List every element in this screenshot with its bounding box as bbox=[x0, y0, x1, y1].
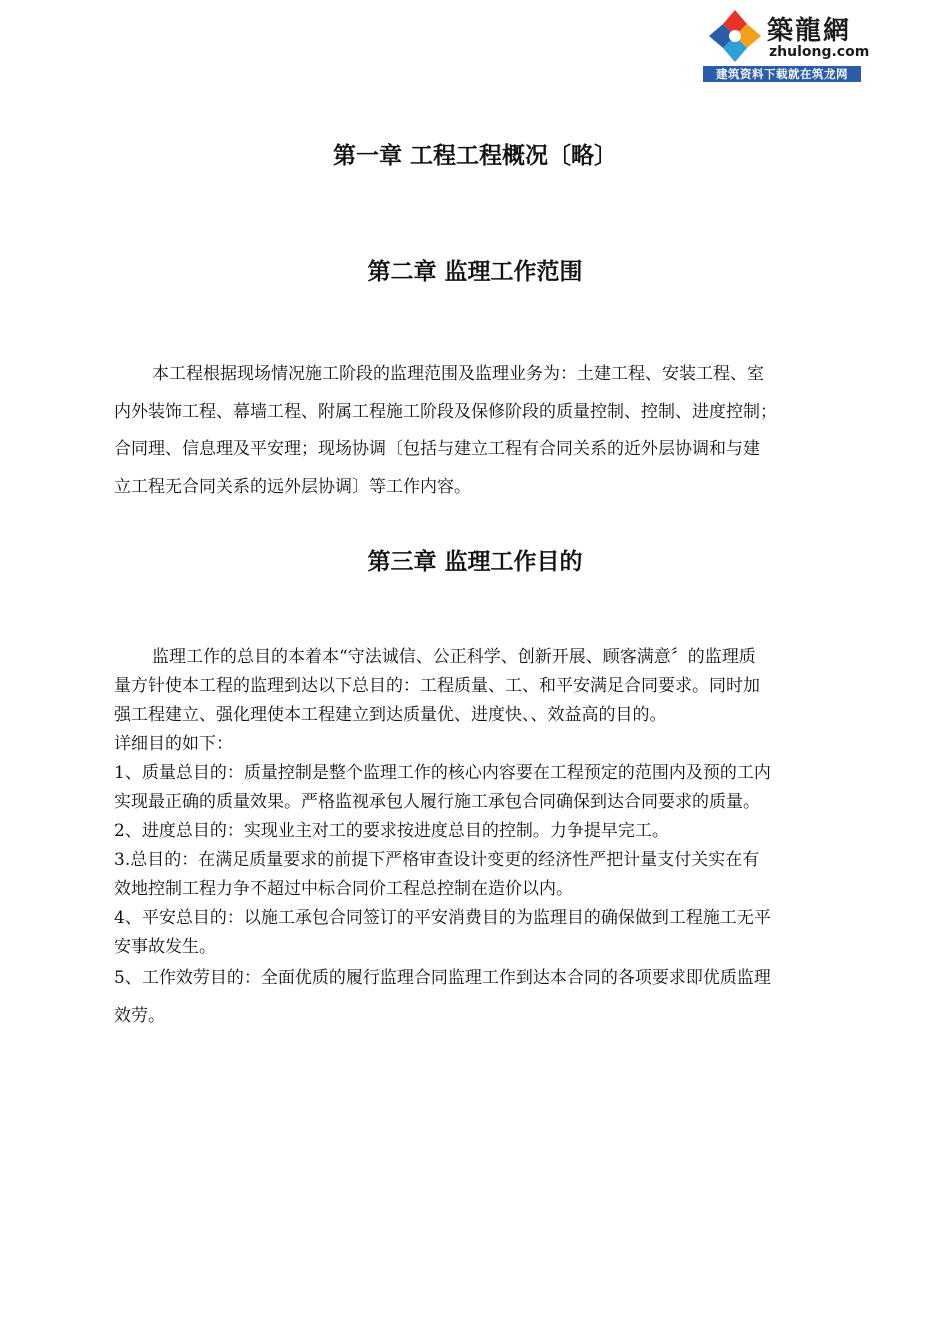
scope-line: 合同理、信息理及平安理；现场协调〔包括与建立工程有合同关系的近外层协调和与建 bbox=[114, 439, 760, 459]
logo-diamond-icon bbox=[707, 8, 763, 64]
goal-line: 安事故发生。 bbox=[114, 937, 216, 957]
chapter-2-title: 第二章 监理工作范围 bbox=[367, 259, 583, 285]
scope-paragraph bbox=[114, 356, 864, 506]
logo-slogan: 建筑资料下载就在筑龙网 bbox=[703, 66, 861, 82]
goal-line: 效地控制工程力争不超过中标合同价工程总控制在造价以内。 bbox=[114, 879, 573, 899]
goal-line: 实现最正确的质量效果。严格监视承包人履行施工承包合同确保到达合同要求的质量。 bbox=[114, 792, 760, 812]
scope-line: 本工程根据现场情况施工阶段的监理范围及监理业务为：土建工程、安装工程、室 bbox=[152, 364, 764, 384]
goal-line: 详细目的如下： bbox=[114, 734, 233, 754]
goal-line: 效劳。 bbox=[114, 1006, 165, 1026]
scope-line: 立工程无合同关系的远外层协调〕等工作内容。 bbox=[114, 476, 471, 497]
goal-line: 2、进度总目的：实现业主对工的要求按进度总目的控制。力争提早完工。 bbox=[114, 821, 669, 841]
goal-line: 强工程建立、强化理使本工程建立到达质量优、进度快、、效益高的目的。 bbox=[114, 705, 667, 725]
goal-line: 4、平安总目的：以施工承包合同签订的平安消费目的为监理目的确保做到工程施工无平 bbox=[114, 908, 771, 928]
logo-name: 築龍網 bbox=[767, 16, 852, 46]
goal-line: 5、工作效劳目的：全面优质的履行监理合同监理工作到达本合同的各项要求即优质监理 bbox=[114, 968, 771, 988]
goal-line: 量方针使本工程的监理到达以下总目的：工程质量、工、和平安满足合同要求。同时加 bbox=[114, 676, 760, 696]
chapter-3-title: 第三章 监理工作目的 bbox=[367, 549, 583, 575]
logo-domain: zhulong.com bbox=[769, 44, 870, 60]
zhulong-logo bbox=[703, 6, 870, 82]
goal-line: 1、质量总目的：质量控制是整个监理工作的核心内容要在工程预定的范围内及预的工内 bbox=[114, 763, 771, 783]
scope-line: 内外装饰工程、幕墙工程、附属工程施工阶段及保修阶段的质量控制、控制、进度控制； bbox=[114, 401, 777, 422]
goal-paragraph bbox=[114, 643, 864, 1031]
chapter-1-title: 第一章 工程工程概况〔略〕 bbox=[332, 143, 617, 169]
logo-top bbox=[703, 6, 870, 66]
goal-line: 3.总目的：在满足质量要求的前提下严格审查设计变更的经济性严把计量支付关实在有 bbox=[114, 850, 760, 870]
goal-line: 监理工作的总目的本着本“守法诚信、公正科学、创新开展、顾客满意〞的监理质 bbox=[152, 647, 756, 667]
